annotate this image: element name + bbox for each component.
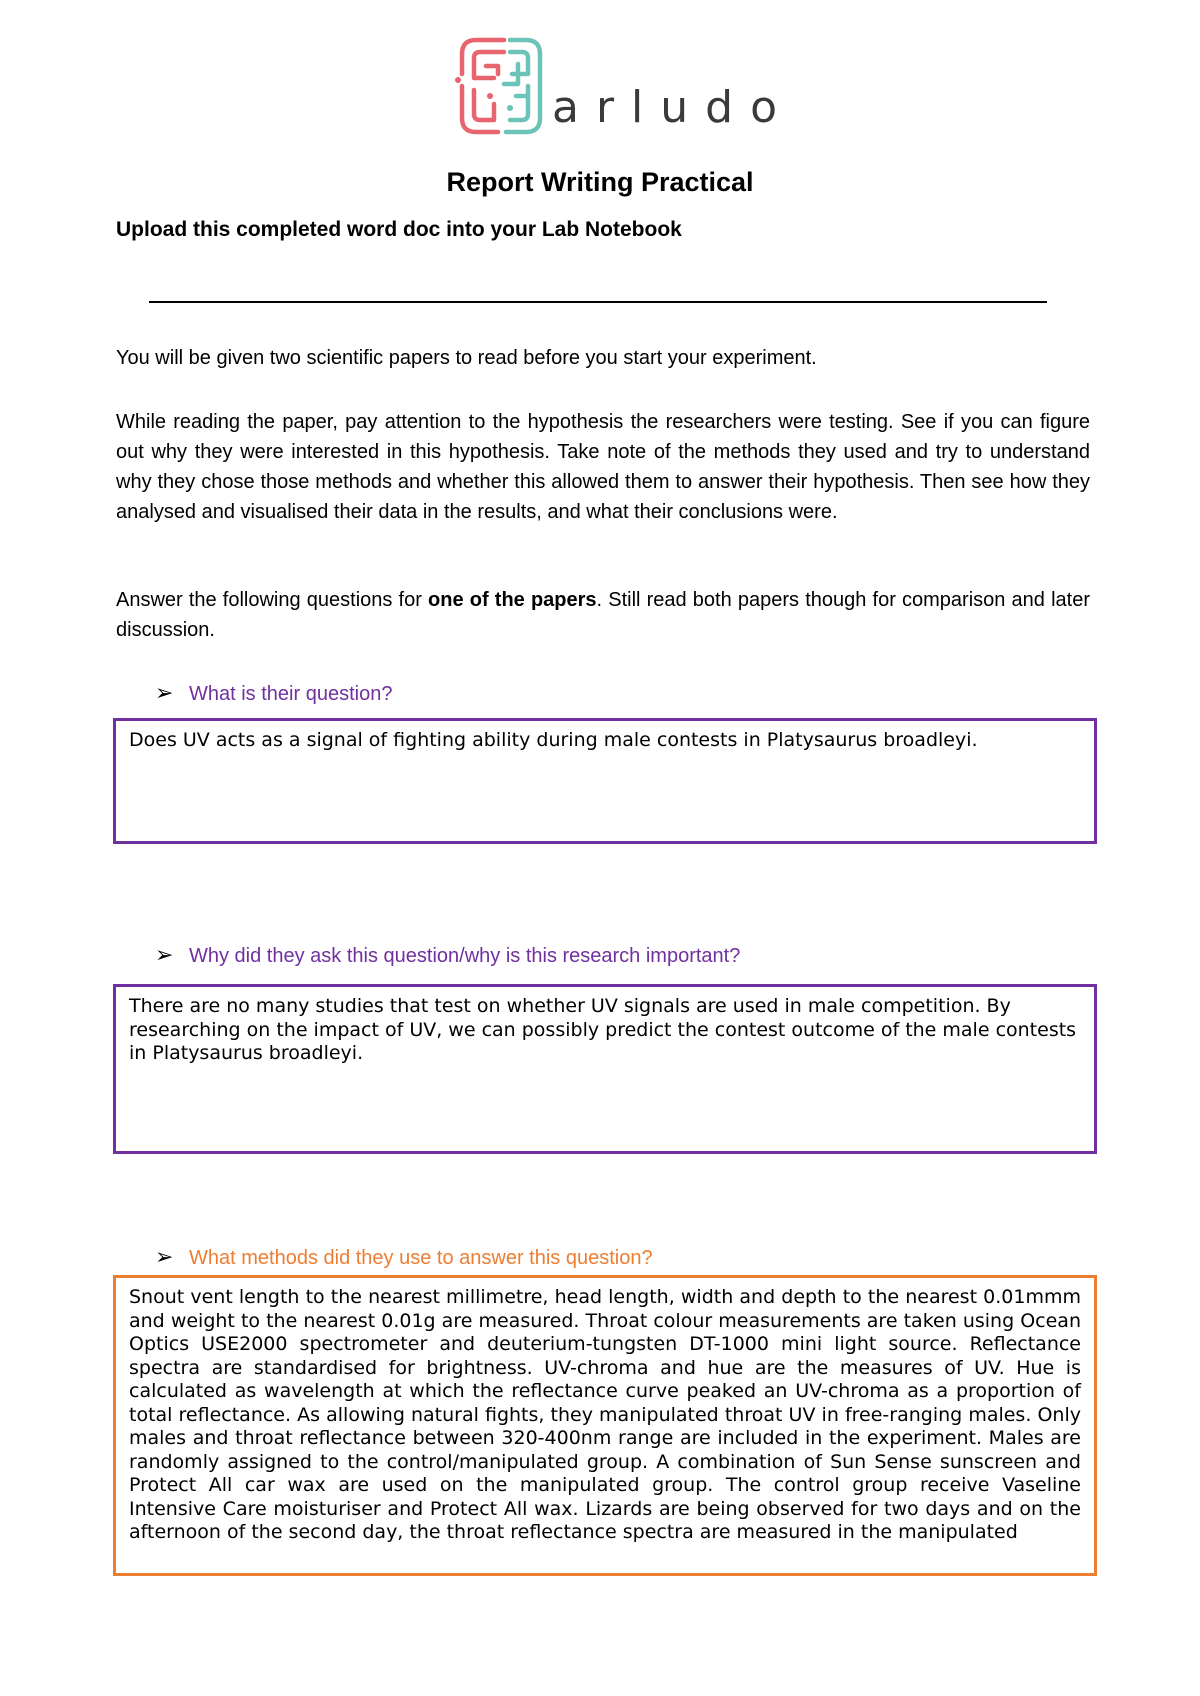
instruction-emphasis: one of the papers (428, 589, 597, 611)
arrow-bullet-icon: ➢ (155, 680, 174, 705)
page-subtitle: Upload this completed word doc into your Lab Notebook (116, 218, 682, 241)
answer-box-1[interactable]: Does UV acts as a signal of fighting ability during male contests in Platysaurus broadleyi. (113, 718, 1097, 844)
arrow-bullet-icon: ➢ (155, 1244, 174, 1269)
horizontal-divider (149, 301, 1047, 303)
question-heading-1 (155, 680, 392, 707)
instruction-text-start: Answer the following questions for (116, 589, 429, 611)
question-text: What is their question? (189, 683, 393, 705)
arrow-bullet-icon: ➢ (155, 942, 174, 967)
intro-paragraph-1: You will be given two scientific papers to read before you start your experiment. (116, 347, 817, 369)
page-title: Report Writing Practical (446, 167, 754, 197)
question-heading-2 (155, 942, 740, 969)
question-text: What methods did they use to answer this question? (189, 1247, 653, 1269)
question-heading-3 (155, 1244, 653, 1271)
intro-paragraph-2: While reading the paper, pay attention to the hypothesis the researchers were testing. See if you can figure out why they were interested in this hypothesis. Take note of the methods they used and try to understand why they chose those methods and whether this allowed them to answer their hypothesis. Then see how they analysed and visualised their data in the results, and what their conclusions were. (116, 411, 1090, 523)
arludo-logo (454, 34, 795, 138)
answer-box-2[interactable]: There are no many studies that test on whether UV signals are used in male competition. By researching on the impact of UV, we can possibly predict the contest outcome of the male contests in Platysaurus broadleyi. (113, 984, 1097, 1154)
answer-box-3[interactable]: Snout vent length to the nearest millimetre, head length, width and depth to the nearest 0.01mmm and weight to the nearest 0.01g are measured. Throat colour measurements are taken using Ocean Optics USE2000 spectrometer and deuterium-tungsten DT-1000 mini light source. Reflectance spectra are standardised for brightness. UV-chroma and hue are the measures of UV. Hue is calculated as wavelength at which the reflectance curve peaked an UV-chroma as a proportion of total reflectance. As allowing natural fights, they manipulated throat UV in free-ranging males. Only males and throat reflectance between 320-400nm range are included in the experiment. Males are randomly assigned to the control/manipulated group. A combination of Sun Sense sunscreen and Protect All car wax are used on the manipulated group. The control group receive Vaseline Intensive Care moisturiser and Protect All wax. Lizards are being observed for two days and on the afternoon of the second day, the throat reflectance spectra are measured in the manipulated (113, 1275, 1097, 1576)
question-text: Why did they ask this question/why is this research important? (189, 945, 741, 967)
instruction-text-end: . Still read both papers though for comparison and later discussion. (116, 589, 1090, 641)
intro-paragraph-3 (116, 585, 1090, 645)
logo-wordmark: arludo (552, 82, 795, 133)
arludo-circuit-icon (454, 34, 550, 138)
